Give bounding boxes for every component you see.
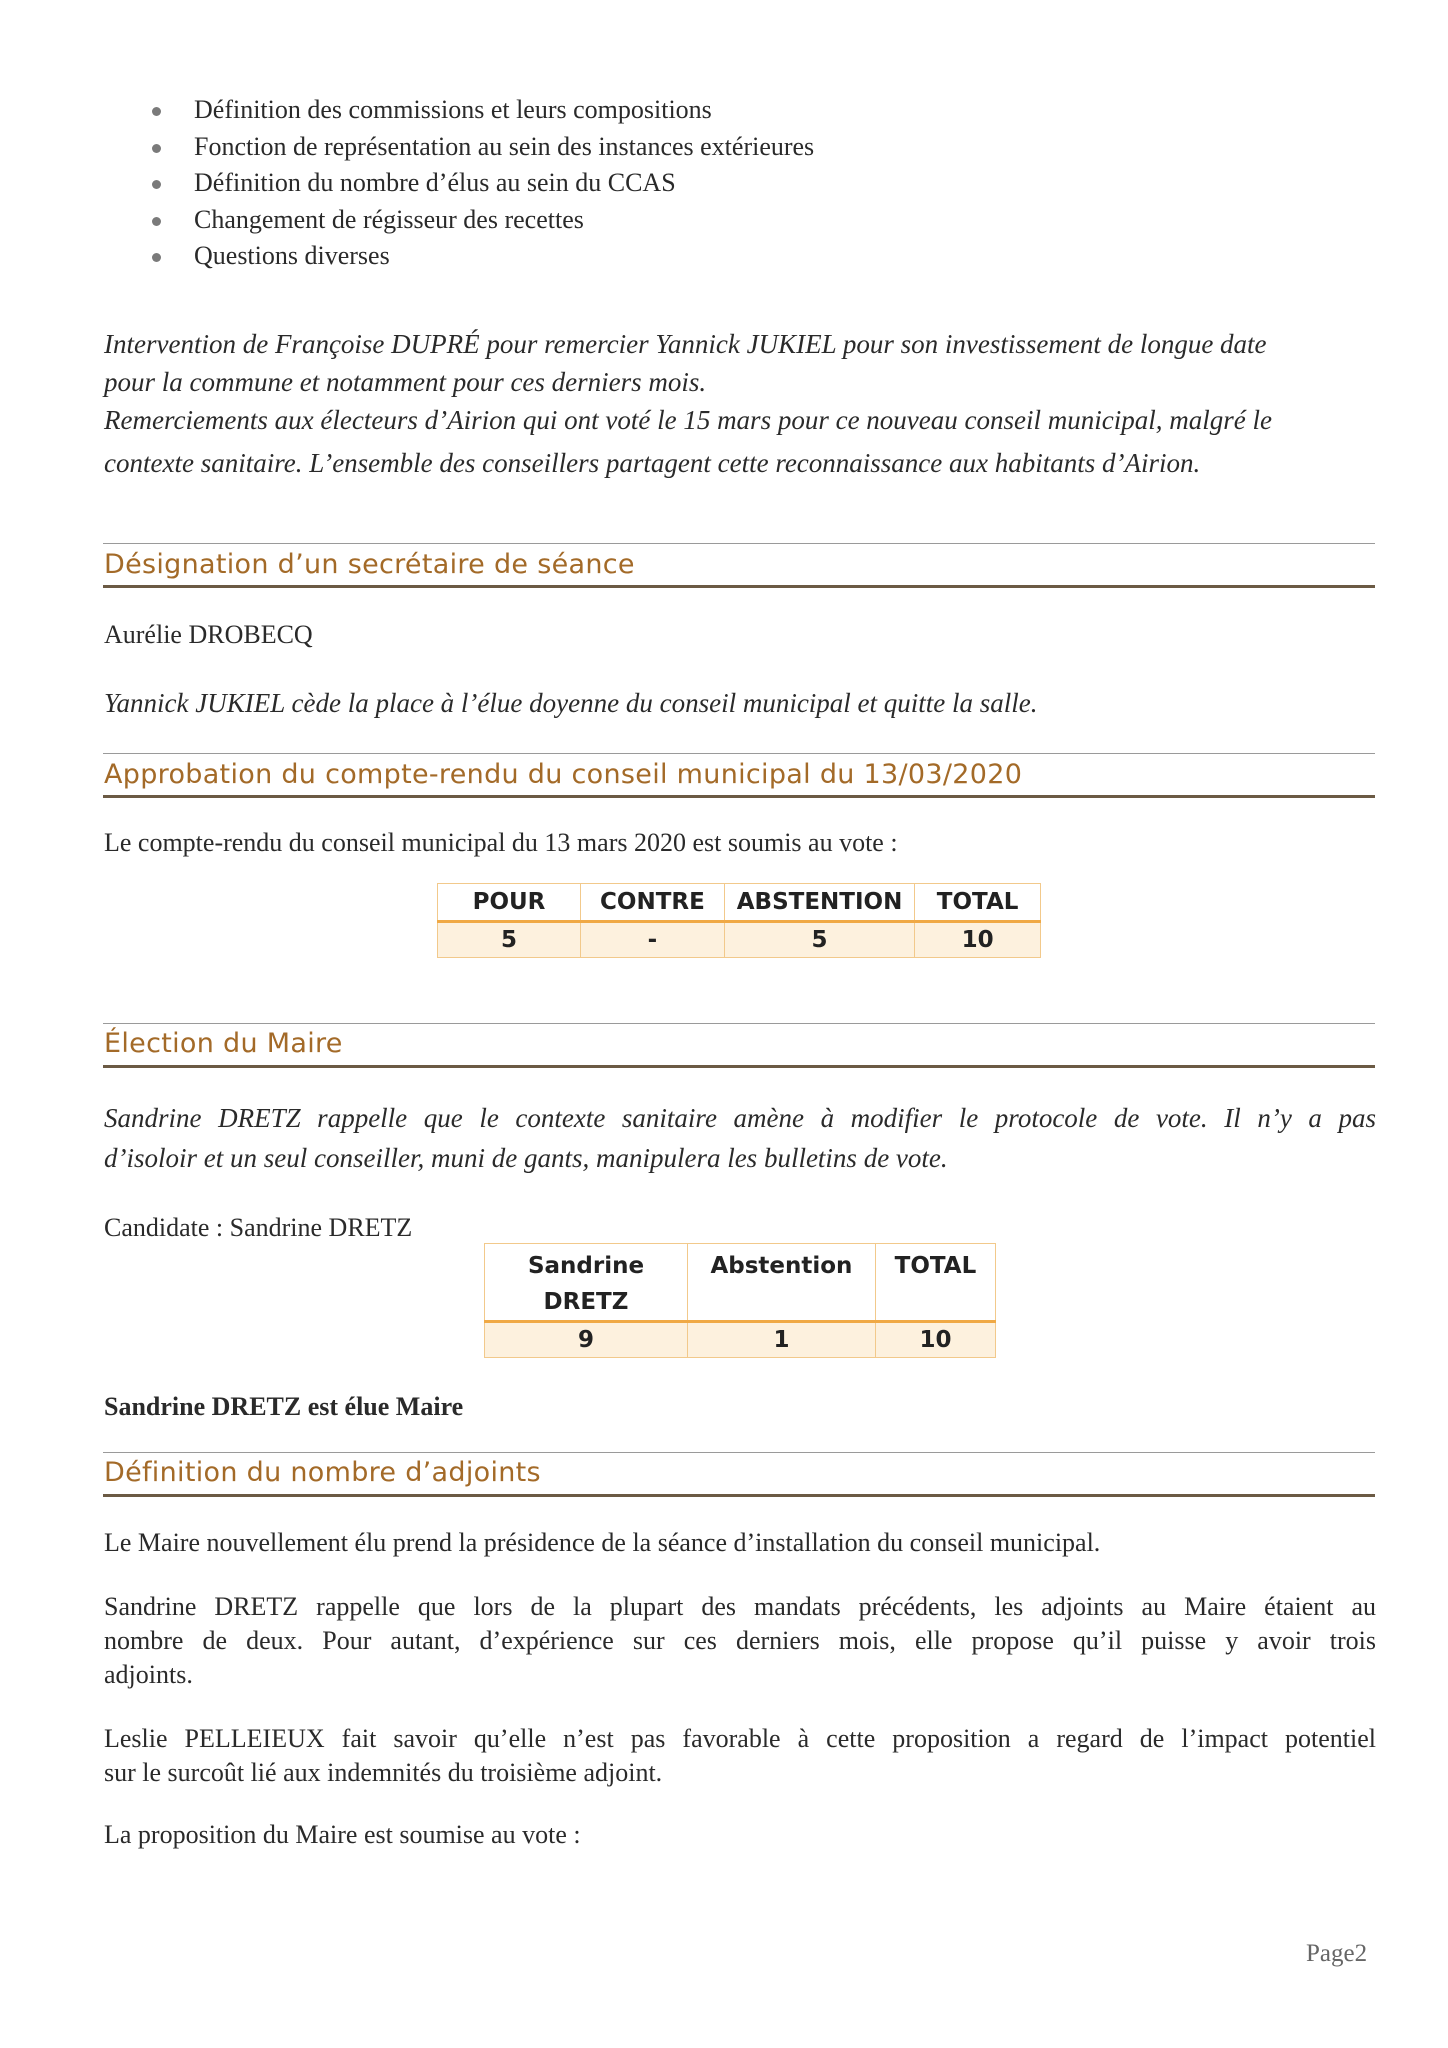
table-cell: - [581,922,725,958]
table-cell: 5 [438,922,581,958]
election-note-line: d’isoloir et un seul conseiller, muni de gants, manipulera les bulletins de vote. [104,1143,948,1173]
election-vote-table [484,1243,996,1358]
table-cell: 9 [485,1322,688,1358]
bullet-icon [152,107,161,116]
adjoints-paragraph-line: nombre de deux. Pour autant, d’expérience sur ces derniers mois, elle propose qu’il puisse y avoir trois [104,1626,1376,1655]
bullet-icon [152,217,161,226]
bullet-icon [152,144,161,153]
section-title-adjoints: Définition du nombre d’adjoints [104,1457,541,1488]
section-divider-top [103,1452,1375,1453]
section-title-election: Élection du Maire [104,1028,343,1059]
bullet-icon [152,180,161,189]
adjoints-paragraph: Le Maire nouvellement élu prend la présidence de la séance d’installation du conseil municipal. [104,1528,1101,1557]
table-cell: 5 [724,922,914,958]
table-cell: 1 [688,1322,876,1358]
adjoints-paragraph: La proposition du Maire est soumise au vote : [104,1820,581,1849]
table-cell: 10 [915,922,1041,958]
intro-line: pour la commune et notamment pour ces derniers mois. [104,367,707,397]
table-header: Sandrine DRETZ [485,1244,688,1322]
secretaire-name: Aurélie DROBECQ [104,620,313,649]
approbation-vote-table [437,883,1041,958]
agenda-list [148,92,1148,275]
table-header: CONTRE [581,884,725,922]
adjoints-paragraph-line: Sandrine DRETZ rappelle que lors de la plupart des mandats précédents, les adjoints au Maire étaient au [104,1592,1376,1621]
secretaire-note: Yannick JUKIEL cède la place à l’élue doyenne du conseil municipal et quitte la salle. [104,688,1038,718]
section-divider-bottom [103,1494,1375,1497]
candidate-label: Candidate : Sandrine DRETZ [104,1213,413,1242]
table-header: Abstention [688,1244,876,1322]
adjoints-paragraph-line: sur le surcoût lié aux indemnités du troisième adjoint. [104,1758,663,1787]
election-note-line: Sandrine DRETZ rappelle que le contexte sanitaire amène à modifier le protocole de vote. Il n’y a pas [104,1103,1376,1133]
section-divider-top [103,543,1375,544]
table-cell: 10 [875,1322,995,1358]
table-header: TOTAL [875,1244,995,1322]
section-divider-bottom [103,795,1375,798]
section-divider-top [103,753,1375,754]
election-result: Sandrine DRETZ est élue Maire [104,1392,464,1421]
intro-line: Remerciements aux électeurs d’Airion qui ont voté le 15 mars pour ce nouveau conseil municipal, malgré le [104,405,1272,435]
table-header: TOTAL [915,884,1041,922]
section-divider-bottom [103,1065,1375,1068]
table-header: POUR [438,884,581,922]
agenda-item: Définition des commissions et leurs compositions [148,92,1148,129]
section-divider-bottom [103,585,1375,588]
table-header: ABSTENTION [724,884,914,922]
section-title-approbation: Approbation du compte-rendu du conseil municipal du 13/03/2020 [104,759,1023,790]
intro-line: Intervention de Françoise DUPRÉ pour remercier Yannick JUKIEL pour son investissement de longue date [104,329,1267,359]
adjoints-paragraph-line: adjoints. [104,1660,193,1689]
bullet-icon [152,253,161,262]
section-divider-top [103,1023,1375,1024]
section-title-secretaire: Désignation d’un secrétaire de séance [104,549,635,580]
intro-line: contexte sanitaire. L’ensemble des conseillers partagent cette reconnaissance aux habitants d’Airion. [104,448,1201,478]
agenda-item: Fonction de représentation au sein des instances extérieures [148,129,1148,166]
adjoints-paragraph-line: Leslie PELLEIEUX fait savoir qu’elle n’est pas favorable à cette proposition a regard de l’impact potentiel [104,1724,1376,1753]
agenda-item: Changement de régisseur des recettes [148,202,1148,239]
agenda-item: Définition du nombre d’élus au sein du CCAS [148,165,1148,202]
page-number: Page2 [1306,1940,1368,1967]
agenda-item: Questions diverses [148,238,1148,275]
approbation-text: Le compte-rendu du conseil municipal du 13 mars 2020 est soumis au vote : [104,828,898,857]
